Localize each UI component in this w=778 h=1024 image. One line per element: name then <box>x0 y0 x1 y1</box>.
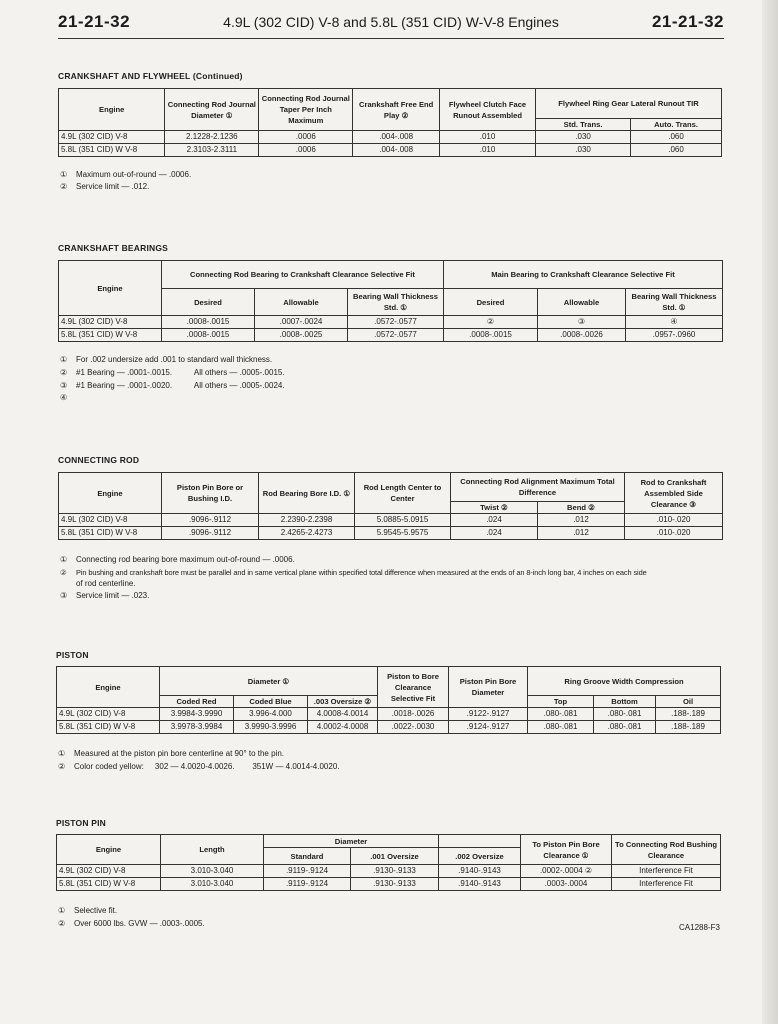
col-engine: Engine <box>59 473 162 514</box>
cell: .024 <box>451 527 538 540</box>
cell: 2.1228-2.1236 <box>165 131 259 144</box>
table-row <box>59 144 722 157</box>
cell: .010 <box>440 131 536 144</box>
col-twist: Twist ② <box>451 502 538 514</box>
cell: .0006 <box>259 144 353 157</box>
cell: .0007-.0024 <box>255 316 348 329</box>
cell: .080-.081 <box>594 721 656 734</box>
col-bore-clearance: Piston to Bore Clearance Selective Fit <box>378 667 449 708</box>
cell: .0572-.0577 <box>348 316 444 329</box>
cell: .9119-.9124 <box>264 865 351 878</box>
footnote: ④ <box>60 393 68 402</box>
col-ring-groove-group: Ring Groove Width Compression <box>528 667 721 696</box>
cell: .030 <box>536 144 631 157</box>
cell: .0002-.0004 ② <box>521 865 612 878</box>
col-oil: Oil <box>656 696 721 708</box>
cell: .012 <box>538 514 625 527</box>
cell: .010 <box>440 144 536 157</box>
col-desired: Desired <box>162 289 255 316</box>
cell: 3.9990-3.9996 <box>234 721 308 734</box>
footnote: ② Service limit — .012. <box>60 182 150 191</box>
page-number-left: 21-21-32 <box>58 12 131 31</box>
cell: .9130-.9133 <box>351 878 439 891</box>
cell-engine: 4.9L (302 CID) V-8 <box>57 865 161 878</box>
page-edge <box>762 0 778 1024</box>
page-number-right: 21-21-32 <box>651 12 724 31</box>
cell: .0003-.0004 <box>521 878 612 891</box>
col-pin-bore-clearance: To Piston Pin Bore Clearance ① <box>521 835 612 865</box>
col-bend: Bend ② <box>538 502 625 514</box>
cell: .9096-.9112 <box>162 514 259 527</box>
col-allowable-main: Allowable <box>538 289 626 316</box>
col-rod-bearing-group: Connecting Rod Bearing to Crankshaft Clearance Selective Fit <box>162 261 444 289</box>
catalog-number: CA1288-F3 <box>679 923 720 932</box>
cell: 5.9545-5.9575 <box>355 527 451 540</box>
col-main-bearing-group: Main Bearing to Crankshaft Clearance Selective Fit <box>444 261 723 289</box>
col-wall-thickness: Bearing Wall Thickness Std. ① <box>348 289 444 316</box>
cell: .010-.020 <box>625 514 723 527</box>
connecting-rod-table <box>58 472 723 540</box>
cell-engine: 5.8L (351 CID) W V-8 <box>59 144 165 157</box>
col-auto-trans: Auto. Trans. <box>631 119 722 131</box>
footnote: ① Connecting rod bearing bore maximum out-of-round — .0006. <box>60 555 295 564</box>
table-row <box>57 865 721 878</box>
cell: 3.9978-3.9984 <box>160 721 234 734</box>
cell: 2.3103-2.3111 <box>165 144 259 157</box>
col-coded-red: Coded Red <box>160 696 234 708</box>
table-row <box>57 708 721 721</box>
table-row <box>57 878 721 891</box>
cell: Interference Fit <box>612 878 721 891</box>
footnote: ② Color coded yellow: 302 — 4.0020-4.0026. 351W — 4.0014-4.0020. <box>58 762 340 771</box>
col-standard: Standard <box>264 848 351 865</box>
bearings-table <box>58 260 723 342</box>
cell: .188-.189 <box>656 708 721 721</box>
cell: .080-.081 <box>594 708 656 721</box>
footnote: ① Maximum out-of-round — .0006. <box>60 170 192 179</box>
cell: .9140-.9143 <box>439 878 521 891</box>
cell: .0008-.0026 <box>538 329 626 342</box>
cell: .0008-.0025 <box>255 329 348 342</box>
cell-engine: 4.9L (302 CID) V-8 <box>57 708 160 721</box>
cell: ② <box>444 316 538 329</box>
col-end-play: Crankshaft Free End Play ② <box>353 89 440 131</box>
footnote: ③ Service limit — .023. <box>60 591 150 600</box>
col-desired-main: Desired <box>444 289 538 316</box>
col-pin-bore: Piston Pin Bore or Bushing I.D. <box>162 473 259 514</box>
col-engine: Engine <box>57 667 160 708</box>
cell: .9122-.9127 <box>449 708 528 721</box>
section-title-piston-pin: PISTON PIN <box>56 818 107 828</box>
cell: .0022-.0030 <box>378 721 449 734</box>
col-001-oversize: .001 Oversize <box>351 848 439 865</box>
cell: 2.4265-2.4273 <box>259 527 355 540</box>
col-diameter-group: Diameter ① <box>160 667 378 696</box>
footnote: ① Measured at the piston pin bore centerline at 90° to the pin. <box>58 749 284 758</box>
col-journal-taper: Connecting Rod Journal Taper Per Inch Maximum <box>259 89 353 131</box>
cell-engine: 5.8L (351 CID) W V-8 <box>57 721 160 734</box>
cell: 5.0885-5.0915 <box>355 514 451 527</box>
cell: .004-.008 <box>353 144 440 157</box>
table-row <box>59 514 723 527</box>
cell: .0006 <box>259 131 353 144</box>
cell: ④ <box>626 316 723 329</box>
footnote: ① For .002 undersize add .001 to standard wall thickness. <box>60 355 273 364</box>
header-rule <box>58 38 724 39</box>
cell: .010-.020 <box>625 527 723 540</box>
cell: 2.2390-2.2398 <box>259 514 355 527</box>
col-engine: Engine <box>59 261 162 316</box>
col-oversize: .003 Oversize ② <box>308 696 378 708</box>
table-row <box>59 527 723 540</box>
table-row <box>59 131 722 144</box>
col-engine: Engine <box>59 89 165 131</box>
cell: ③ <box>538 316 626 329</box>
cell: 3.010-3.040 <box>161 865 264 878</box>
col-allowable: Allowable <box>255 289 348 316</box>
cell: .080-.081 <box>528 721 594 734</box>
cell: .9119-.9124 <box>264 878 351 891</box>
cell-engine: 4.9L (302 CID) V-8 <box>59 131 165 144</box>
col-std-trans: Std. Trans. <box>536 119 631 131</box>
cell: .188-.189 <box>656 721 721 734</box>
cell: .060 <box>631 144 722 157</box>
cell: .0008-.0015 <box>162 316 255 329</box>
cell: .9130-.9133 <box>351 865 439 878</box>
cell: .9124-.9127 <box>449 721 528 734</box>
table-row <box>59 329 723 342</box>
flywheel-table <box>58 88 722 157</box>
col-alignment-group: Connecting Rod Alignment Maximum Total Difference <box>451 473 625 502</box>
cell-engine: 4.9L (302 CID) V-8 <box>59 316 162 329</box>
cell: 3.996-4.000 <box>234 708 308 721</box>
col-bushing-clearance: To Connecting Rod Bushing Clearance <box>612 835 721 865</box>
section-title-bearings: CRANKSHAFT BEARINGS <box>58 243 169 253</box>
cell: Interference Fit <box>612 865 721 878</box>
cell: .012 <box>538 527 625 540</box>
footnote: ③ #1 Bearing — .0001-.0020. All others — .0005-.0024. <box>60 381 285 390</box>
footnote: ② Over 6000 lbs. GVW — .0003-.0005. <box>58 919 205 928</box>
cell: .024 <box>451 514 538 527</box>
cell: .0018-.0026 <box>378 708 449 721</box>
col-length: Length <box>161 835 264 865</box>
cell-engine: 5.8L (351 CID) W V-8 <box>59 329 162 342</box>
cell: .004-.008 <box>353 131 440 144</box>
col-rod-length: Rod Length Center to Center <box>355 473 451 514</box>
col-clutch-face-runout: Flywheel Clutch Face Runout Assembled <box>440 89 536 131</box>
table-row <box>59 316 723 329</box>
col-top: Top <box>528 696 594 708</box>
col-ring-gear-runout: Flywheel Ring Gear Lateral Runout TIR <box>536 89 722 119</box>
cell: .080-.081 <box>528 708 594 721</box>
col-engine: Engine <box>57 835 161 865</box>
col-002-oversize: .002 Oversize <box>439 848 521 865</box>
cell: 4.0002-4.0008 <box>308 721 378 734</box>
cell: .0957-.0960 <box>626 329 723 342</box>
col-rod-bore: Rod Bearing Bore I.D. ① <box>259 473 355 514</box>
page-title: 4.9L (302 CID) V-8 and 5.8L (351 CID) W-V-8 Engines <box>223 14 559 30</box>
col-pin-bore-diameter: Piston Pin Bore Diameter <box>449 667 528 708</box>
footnote: ② #1 Bearing — .0001-.0015. All others — .0005-.0015. <box>60 368 285 377</box>
section-title-connecting-rod: CONNECTING ROD <box>58 455 140 465</box>
piston-table <box>56 666 721 734</box>
footnote: ② Pin bushing and crankshaft bore must be parallel and in same vertical plane within specified total difference when measured at the ends of an 8-inch long bar, 4 inches on each side <box>60 568 647 577</box>
col-side-clearance: Rod to Crankshaft Assembled Side Clearance ③ <box>625 473 723 514</box>
table-row <box>57 721 721 734</box>
cell: 3.010-3.040 <box>161 878 264 891</box>
cell: .9140-.9143 <box>439 865 521 878</box>
col-blank <box>439 835 521 848</box>
cell-engine: 5.8L (351 CID) W V-8 <box>59 527 162 540</box>
col-coded-blue: Coded Blue <box>234 696 308 708</box>
cell-engine: 4.9L (302 CID) V-8 <box>59 514 162 527</box>
cell: 4.0008-4.0014 <box>308 708 378 721</box>
cell: .0008-.0015 <box>162 329 255 342</box>
cell: .9096-.9112 <box>162 527 259 540</box>
cell: .060 <box>631 131 722 144</box>
section-title-piston: PISTON <box>56 650 89 660</box>
col-wall-thickness-main: Bearing Wall Thickness Std. ① <box>626 289 723 316</box>
col-bottom: Bottom <box>594 696 656 708</box>
footnote: of rod centerline. <box>76 579 136 588</box>
col-journal-diameter: Connecting Rod Journal Diameter ① <box>165 89 259 131</box>
piston-pin-table <box>56 834 721 891</box>
section-title-flywheel: CRANKSHAFT AND FLYWHEEL (Continued) <box>58 71 243 81</box>
footnote: ① Selective fit. <box>58 906 118 915</box>
cell: .0008-.0015 <box>444 329 538 342</box>
cell: .030 <box>536 131 631 144</box>
cell: 3.9984-3.9990 <box>160 708 234 721</box>
col-diameter-group: Diameter <box>264 835 439 848</box>
page-header <box>58 12 724 36</box>
cell-engine: 5.8L (351 CID) W V-8 <box>57 878 161 891</box>
cell: .0572-.0577 <box>348 329 444 342</box>
